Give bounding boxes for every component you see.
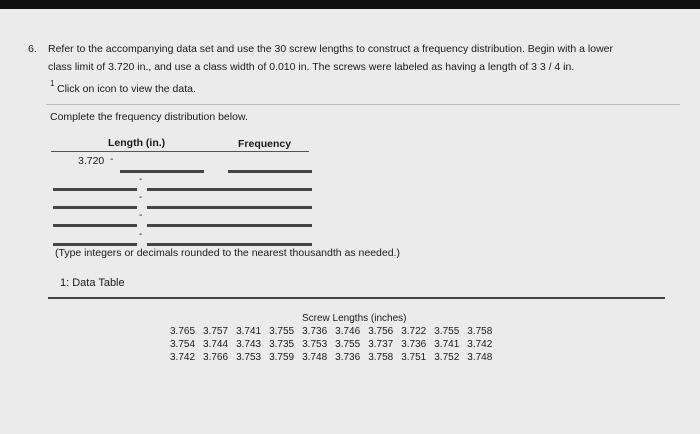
lower-limit-input-5[interactable] bbox=[53, 243, 137, 246]
table-cell: 3.765 bbox=[170, 326, 196, 337]
table-cell: 3.744 bbox=[203, 339, 229, 350]
footnote-marker: 1 bbox=[50, 79, 55, 88]
table-cell: 3.756 bbox=[368, 326, 394, 337]
data-table-caption: Screw Lengths (inches) bbox=[302, 313, 407, 324]
table-cell: 3.737 bbox=[368, 339, 394, 350]
table-cell: 3.755 bbox=[269, 326, 295, 337]
table-cell: 3.766 bbox=[203, 352, 229, 363]
top-bar bbox=[0, 0, 700, 9]
dash: - bbox=[139, 174, 143, 185]
table-cell: 3.736 bbox=[302, 326, 328, 337]
frequency-input-2[interactable] bbox=[228, 188, 312, 191]
table-cell: 3.748 bbox=[467, 352, 493, 363]
dash: - bbox=[110, 154, 114, 165]
table-cell: 3.748 bbox=[302, 352, 328, 363]
question-number: 6. bbox=[28, 43, 37, 55]
table-cell: 3.741 bbox=[434, 339, 460, 350]
data-table-title: 1: Data Table bbox=[60, 277, 125, 289]
table-cell: 3.754 bbox=[170, 339, 196, 350]
answer-note: (Type integers or decimals rounded to the nearest thousandth as needed.) bbox=[55, 247, 400, 259]
frequency-input-4[interactable] bbox=[228, 224, 312, 227]
table-cell: 3.735 bbox=[269, 339, 295, 350]
table-cell: 3.757 bbox=[203, 326, 229, 337]
table-cell: 3.758 bbox=[368, 352, 394, 363]
table-row bbox=[166, 338, 496, 351]
upper-limit-input-5[interactable] bbox=[147, 243, 231, 246]
length-header: Length (in.) bbox=[108, 137, 166, 149]
table-cell: 3.742 bbox=[170, 352, 196, 363]
frequency-input-3[interactable] bbox=[228, 206, 312, 209]
screw-lengths-table bbox=[166, 325, 496, 364]
lower-limit-input-3[interactable] bbox=[53, 206, 137, 209]
upper-limit-input-1[interactable] bbox=[120, 170, 204, 173]
table-cell: 3.736 bbox=[401, 339, 427, 350]
table-cell: 3.759 bbox=[269, 352, 295, 363]
dash: - bbox=[139, 229, 143, 240]
table-cell: 3.742 bbox=[467, 339, 493, 350]
frequency-input-5[interactable] bbox=[228, 243, 312, 246]
frequency-input-1[interactable] bbox=[228, 170, 312, 173]
table-cell: 3.751 bbox=[401, 352, 427, 363]
header-line bbox=[51, 151, 309, 152]
divider bbox=[46, 104, 680, 105]
table-cell: 3.753 bbox=[236, 352, 262, 363]
table-cell: 3.752 bbox=[434, 352, 460, 363]
first-lower-limit: 3.720 bbox=[78, 155, 105, 167]
question-text-1: Refer to the accompanying data set and use the 30 screw lengths to construct a frequency distribution. Begin with a lower bbox=[48, 43, 613, 55]
upper-limit-input-4[interactable] bbox=[147, 224, 231, 227]
dash: - bbox=[139, 210, 143, 221]
lower-limit-input-4[interactable] bbox=[53, 224, 137, 227]
table-cell: 3.743 bbox=[236, 339, 262, 350]
dash: - bbox=[139, 192, 143, 203]
table-row bbox=[166, 351, 496, 364]
table-cell: 3.746 bbox=[335, 326, 361, 337]
table-cell: 3.753 bbox=[302, 339, 328, 350]
table-cell: 3.755 bbox=[434, 326, 460, 337]
data-table-divider bbox=[48, 297, 665, 299]
table-cell: 3.722 bbox=[401, 326, 427, 337]
table-cell: 3.741 bbox=[236, 326, 262, 337]
frequency-header: Frequency bbox=[238, 138, 292, 150]
upper-limit-input-3[interactable] bbox=[147, 206, 231, 209]
upper-limit-input-2[interactable] bbox=[147, 188, 231, 191]
table-cell: 3.736 bbox=[335, 352, 361, 363]
view-data-link[interactable]: Click on icon to view the data. bbox=[57, 83, 196, 95]
table-cell: 3.758 bbox=[467, 326, 493, 337]
table-row bbox=[166, 325, 496, 338]
lower-limit-input-2[interactable] bbox=[53, 188, 137, 191]
question-text-2: class limit of 3.720 in., and use a class width of 0.010 in. The screws were labeled as having a length of 3 3 / 4 in. bbox=[48, 61, 575, 73]
table-cell: 3.755 bbox=[335, 339, 361, 350]
instruction: Complete the frequency distribution below. bbox=[50, 111, 248, 123]
